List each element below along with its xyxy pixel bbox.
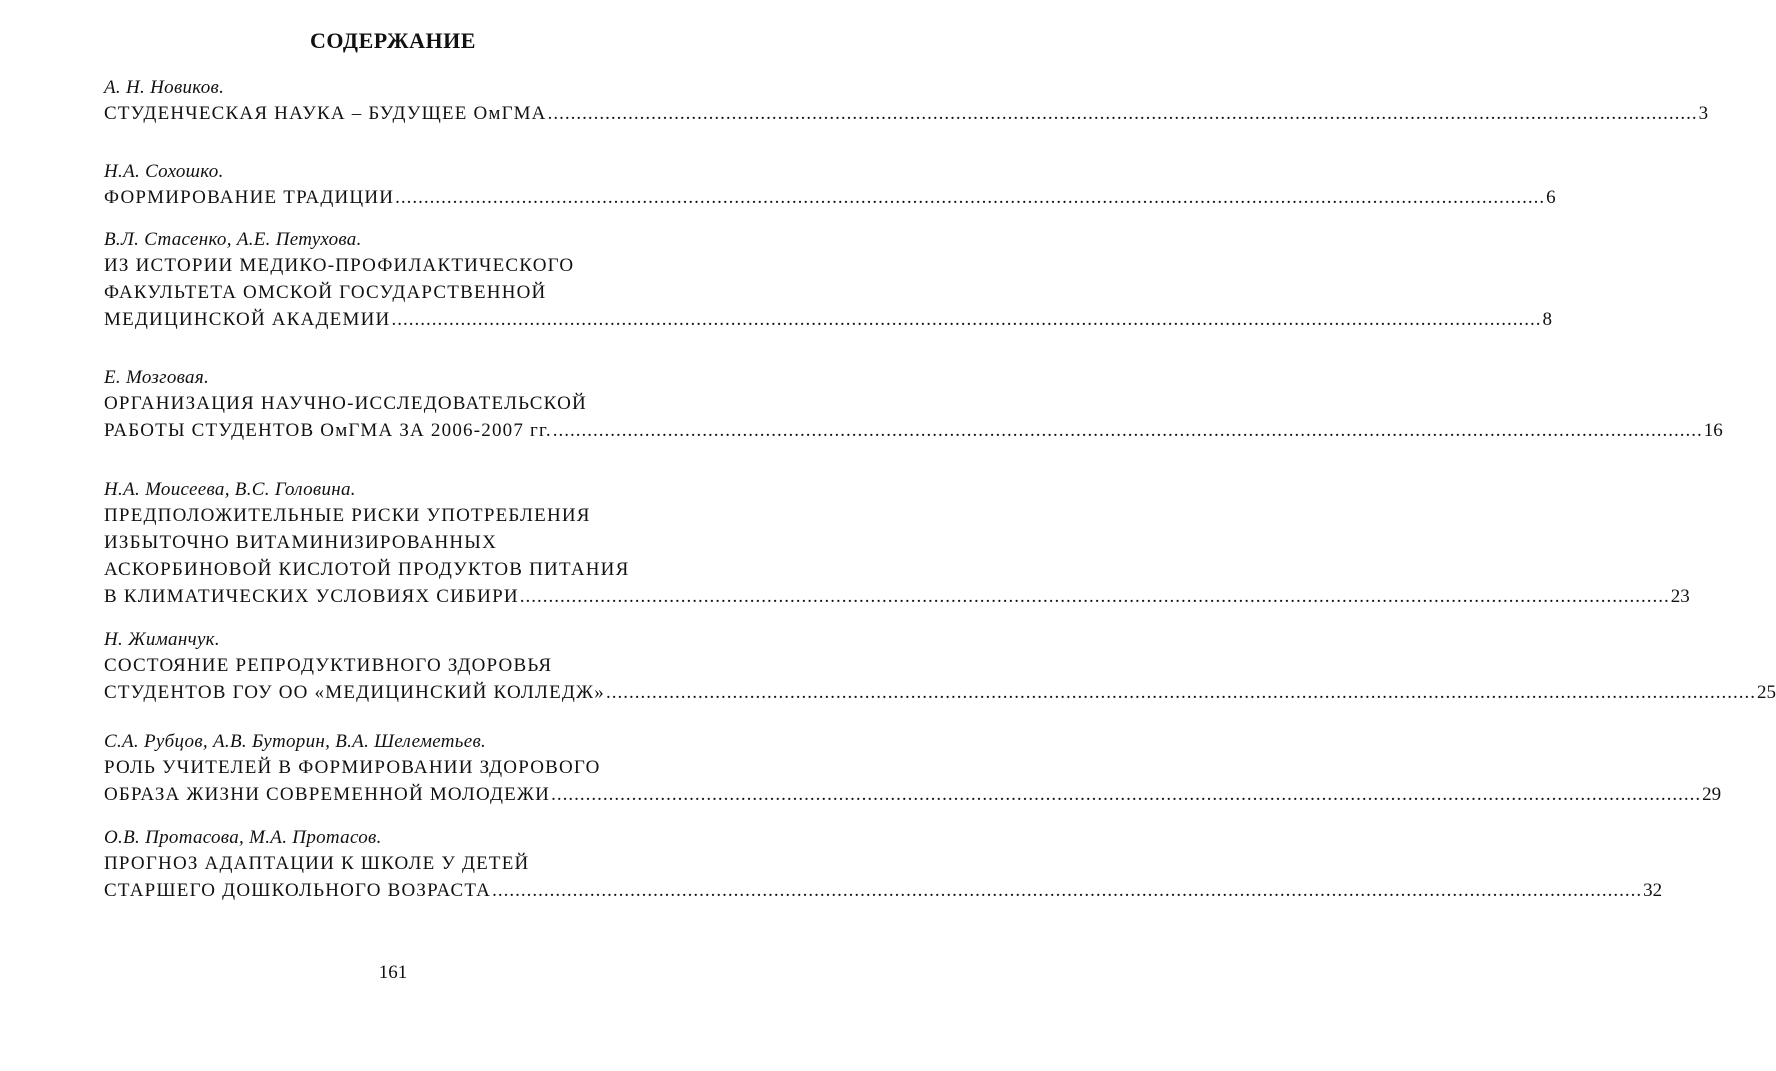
entry-authors: А. Н. Новиков. [104,77,225,98]
entry-title-line: РОЛЬ УЧИТЕЛЕЙ В ФОРМИРОВАНИИ ЗДОРОВОГО [104,757,601,778]
toc-entry [104,76,1709,127]
entry-title-line: ИЗ ИСТОРИИ МЕДИКО-ПРОФИЛАКТИЧЕСКОГО [104,255,575,276]
entry-title-line [104,184,1556,211]
entry-title-line: СОСТОЯНИЕ РЕПРОДУКТИВНОГО ЗДОРОВЬЯ [104,655,553,676]
entry-authors: Е. Мозговая. [104,367,210,388]
toc-entry [104,730,1722,808]
entry-title-line [104,583,1690,610]
entry-title-text: ОБРАЗА ЖИЗНИ СОВРЕМЕННОЙ МОЛОДЕЖИ [104,784,551,805]
entry-authors: Н.А. Моисеева, В.С. Головина. [104,479,356,500]
entry-authors: Н. Жиманчук. [104,629,220,650]
entry-page-number: 16 [1703,420,1723,441]
entry-title-line: ПРЕДПОЛОЖИТЕЛЬНЫЕ РИСКИ УПОТРЕБЛЕНИЯ [104,505,591,526]
entry-page-number: 23 [1670,586,1690,607]
page-heading: СОДЕРЖАНИЕ [310,28,476,53]
entry-title-line [104,781,1722,808]
entry-title-line [104,877,1663,904]
entry-title-text: В КЛИМАТИЧЕСКИХ УСЛОВИЯХ СИБИРИ [104,586,519,607]
dot-leader: ........................................................................................................................................................................................................ [391,309,1542,330]
entry-page-number: 29 [1702,784,1722,805]
entry-title-line: ФАКУЛЬТЕТА ОМСКОЙ ГОСУДАРСТВЕННОЙ [104,282,547,303]
entry-authors: С.А. Рубцов, А.В. Буторин, В.А. Шелеметьев. [104,731,487,752]
dot-leader: ........................................................................................................................................................................................................ [395,187,1546,208]
entry-page-number: 8 [1542,309,1552,330]
toc-entry [104,478,1690,610]
entry-authors: Н.А. Сохошко. [104,161,224,182]
entry-title-text: СТУДЕНЧЕСКАЯ НАУКА – БУДУЩЕЕ ОмГМА [104,103,547,124]
dot-leader: ........................................................................................................................................................................................................ [551,784,1702,805]
entry-title-text: МЕДИЦИНСКОЙ АКАДЕМИИ [104,309,391,330]
entry-title-text: РАБОТЫ СТУДЕНТОВ ОмГМА ЗА 2006-2007 гг. [104,420,552,441]
entry-title-line [104,306,1552,333]
entry-title-line [104,100,1709,127]
toc-entry [104,628,1776,706]
entry-title-line: ПРОГНОЗ АДАПТАЦИИ К ШКОЛЕ У ДЕТЕЙ [104,853,530,874]
toc-entry [104,826,1663,904]
entry-page-number: 3 [1698,103,1709,124]
dot-leader: ........................................................................................................................................................................................................ [492,880,1643,901]
entry-authors: В.Л. Стасенко, А.Е. Петухова. [104,229,362,250]
entry-page-number: 25 [1756,682,1776,703]
entry-title-text: ФОРМИРОВАНИЕ ТРАДИЦИИ [104,187,395,208]
entry-page-number: 32 [1643,880,1663,901]
dot-leader: ........................................................................................................................................................................................................ [605,682,1756,703]
entry-title-line: ОРГАНИЗАЦИЯ НАУЧНО-ИССЛЕДОВАТЕЛЬСКОЙ [104,393,587,414]
dot-leader: ........................................................................................................................................................................................................ [547,103,1698,124]
toc-entry [104,366,1723,444]
entry-authors: О.В. Протасова, М.А. Протасов. [104,827,382,848]
entry-title-line [104,417,1723,444]
toc-entry [104,160,1556,211]
entry-title-line [104,679,1776,706]
page-number: 161 [378,962,408,983]
toc-entry [104,228,1552,333]
dot-leader: ........................................................................................................................................................................................................ [552,420,1703,441]
dot-leader: ........................................................................................................................................................................................................ [519,586,1670,607]
entry-title-text: СТАРШЕГО ДОШКОЛЬНОГО ВОЗРАСТА [104,880,492,901]
entry-title-line: АСКОРБИНОВОЙ КИСЛОТОЙ ПРОДУКТОВ ПИТАНИЯ [104,559,630,580]
entry-page-number: 6 [1546,187,1556,208]
entry-title-text: СТУДЕНТОВ ГОУ ОО «МЕДИЦИНСКИЙ КОЛЛЕДЖ» [104,682,605,703]
entry-title-line: ИЗБЫТОЧНО ВИТАМИНИЗИРОВАННЫХ [104,532,497,553]
